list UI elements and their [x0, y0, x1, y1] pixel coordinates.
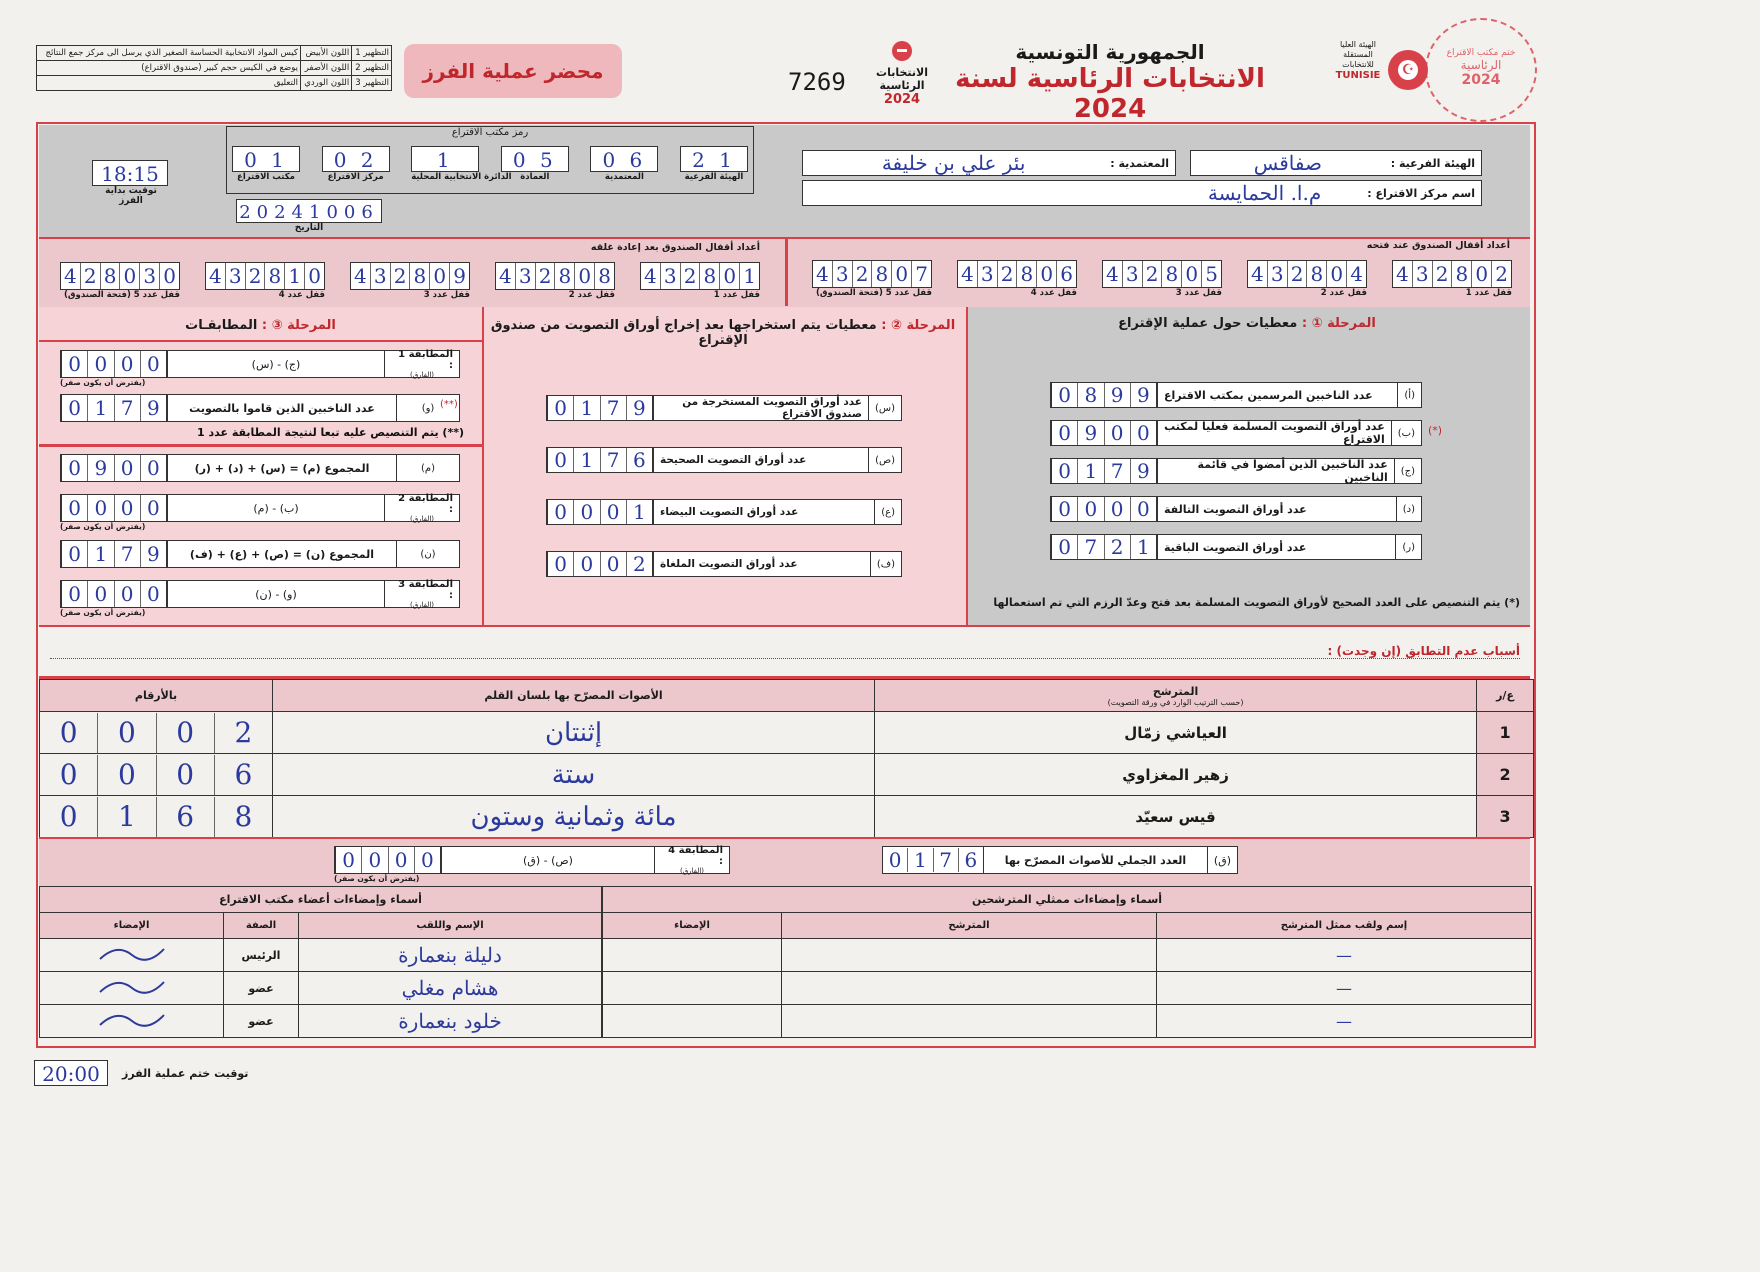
col-words: الأصوات المصرّح بها بلسان القلم: [273, 680, 875, 712]
stage2-row: (س) عدد أوراق التصويت المستخرجة من صندوق الاقتراع 0 1 7 9: [546, 395, 902, 421]
office-code-field: 0 5 العمادة: [501, 146, 569, 190]
legend-row: التظهير 2 اللون الأصفر يوضع في الكيس حجم كبير (صندوق الاقتراع): [37, 61, 392, 76]
lock-number: 4 3 2 8 0 6 قفل عدد 4: [957, 260, 1077, 302]
office-code-field: 0 1 مكتب الاقتراع: [232, 146, 300, 190]
sum-value[interactable]: 0 9 0 0: [61, 454, 167, 482]
member-role: عضو: [224, 1005, 299, 1038]
lock-field[interactable]: 4 3 2 8 1 0: [205, 262, 325, 290]
lock-number: 4 3 2 8 0 2 قفل عدد 1: [1392, 260, 1512, 302]
date-block: 20241006 التاريخ: [236, 199, 382, 233]
reconciliation-value[interactable]: 0 0 0 0: [61, 350, 167, 378]
candidate-row: 3 قيس سعيّد مائة وثمانية وستون 0 1 6 8: [40, 796, 1534, 838]
reconciliation-value[interactable]: 0 0 0 0: [61, 494, 167, 522]
sub-authority-field[interactable]: الهيئة الفرعية : صفاقس: [1190, 150, 1482, 176]
sum-value[interactable]: 0 1 7 9: [61, 394, 167, 422]
start-time-block: 18:15 توقيت بداية الفرز: [92, 160, 170, 206]
lock-number: 4 3 2 8 0 5 قفل عدد 3: [1102, 260, 1222, 302]
ballot-icon: [891, 40, 913, 62]
lock-number: 4 3 2 8 0 4 قفل عدد 2: [1247, 260, 1367, 302]
stage1-row: (د) عدد أوراق التصويت التالفة 0 0 0 0: [1050, 496, 1422, 522]
lock-number: 4 2 8 0 3 0 قفل عدد 5 (فتحة الصندوق): [60, 262, 180, 304]
page-header: [940, 40, 1280, 124]
votes-in-digits[interactable]: 0 1 6 8: [40, 797, 272, 837]
end-time-block: 20:00 توقيت ختم عملية الفرز: [34, 1060, 248, 1086]
reconciliation-row: المطابقة 1 : (الفارق) (ج) - (س) 0 0 0 0 (يفترض أن يكون صفر): [60, 350, 460, 387]
total-votes-row: (ق) العدد الجملي للأصوات المصرّح بها 0 1 7 6: [882, 846, 1238, 874]
member-signature[interactable]: [40, 939, 224, 972]
start-time-field[interactable]: 18:15: [92, 160, 168, 186]
stage1-value[interactable]: 0 0 0 0: [1051, 496, 1157, 522]
header-line2: الانتخابات الرئاسية لسنة 2024: [955, 64, 1265, 124]
reconciliation-row: المطابقة 2 : (الفارق) (ب) - (م) 0 0 0 0 (يفترض أن يكون صفر): [60, 494, 460, 531]
stage1-value[interactable]: 0 9 0 0: [1051, 420, 1157, 446]
stage2-value[interactable]: 0 0 0 2: [547, 551, 653, 577]
lock-field[interactable]: 4 3 2 8 0 1: [640, 262, 760, 290]
legend-table: [36, 45, 392, 91]
lock-field[interactable]: 4 3 2 8 0 7: [812, 260, 932, 288]
lock-field[interactable]: 4 3 2 8 0 6: [957, 260, 1077, 288]
form-title-banner: [404, 44, 622, 98]
member-signature[interactable]: [40, 1005, 224, 1038]
lock-number: 4 3 2 8 0 8 قفل عدد 2: [495, 262, 615, 304]
office-code-field: 0 2 مركز الاقتراع: [322, 146, 390, 190]
votes-in-digits[interactable]: 0 0 0 2: [40, 713, 272, 753]
representative-row: —: [603, 972, 1532, 1005]
mismatch-reasons-field[interactable]: أسباب عدم التطابق (إن وجدت) :: [50, 640, 1520, 659]
total-votes-field[interactable]: 0 1 7 6: [883, 848, 983, 872]
stage1-row: (ر) عدد أوراق التصويت الباقية 0 7 2 1: [1050, 534, 1422, 560]
office-code-field: 1 الدائرة الانتخابية المحلية: [411, 148, 512, 182]
lock-field[interactable]: 4 3 2 8 0 2: [1392, 260, 1512, 288]
header-line1: الجمهورية التونسية: [1015, 40, 1205, 64]
office-code-field: 0 6 المعتمدية: [590, 146, 658, 190]
reconciliation-value[interactable]: 0 0 0 0: [61, 580, 167, 608]
reconciliation-row: المطابقة 3 : (الفارق) (و) - (ن) 0 0 0 0 (يفترض أن يكون صفر): [60, 580, 460, 617]
lock-number: 4 3 2 8 0 9 قفل عدد 3: [350, 262, 470, 304]
stage1-note: (*) يتم التنصيص على العدد الصحيح لأوراق التصويت المسلمة بعد فتح وعدّ الرزم التي تم استعمالها: [993, 596, 1520, 609]
tunisia-flag-icon: ☪: [1388, 50, 1428, 90]
representative-row: —: [603, 1005, 1532, 1038]
candidate-name: العياشي زمّال: [875, 712, 1477, 754]
stage1-title: المرحلة ① : معطيات حول عملية الإقتراع: [1118, 316, 1376, 331]
lock-field[interactable]: 4 2 8 0 3 0: [60, 262, 180, 290]
stage2-value[interactable]: 0 1 7 6: [547, 447, 653, 473]
col-digits: بالأرقام: [40, 680, 273, 712]
totals-panel: [39, 837, 1530, 889]
reconciliation-row-4: المطابقة 4 : (الفارق) (ص) - (ق) 0 0 0 0: [334, 846, 730, 874]
votes-in-words[interactable]: إثنتان: [273, 712, 875, 754]
reconciliation-value[interactable]: 0 0 0 0: [335, 846, 441, 874]
votes-in-words[interactable]: ستة: [273, 754, 875, 796]
votes-in-words[interactable]: مائة وثمانية وستون: [273, 796, 875, 838]
lock-field[interactable]: 4 3 2 8 0 8: [495, 262, 615, 290]
stage2-value[interactable]: 0 0 0 1: [547, 499, 653, 525]
stage1-row: (ج) عدد الناخبين الذين أمضوا في قائمة الناخبين 0 1 7 9: [1050, 458, 1422, 484]
election-logo: الانتخابات الرئاسية 2024: [874, 40, 930, 107]
stage2-value[interactable]: 0 1 7 9: [547, 395, 653, 421]
stage1-value[interactable]: 0 8 9 9: [1051, 382, 1157, 408]
sum-row: (ن) المجموع (ن) = (ص) + (ع) + (ف) 0 1 7 9: [60, 540, 460, 568]
serial-number: 7269: [788, 68, 846, 96]
stage1-row: (أ) عدد الناخبين المرسمين بمكتب الاقتراع 0 8 9 9: [1050, 382, 1422, 408]
member-row: [40, 939, 602, 972]
representatives-table: أسماء وإمضاءات ممثلي المترشحين إسم ولقب ممثل المترشح المترشح الإمضاء — — —: [602, 886, 1532, 1038]
office-code-field: 2 1 الهيئة الفرعية: [680, 146, 748, 190]
member-row: [40, 1005, 602, 1038]
stage1-row: (ب) عدد أوراق التصويت المسلمة فعليا لمكتب الاقتراع 0 9 0 0: [1050, 420, 1422, 446]
member-name[interactable]: دليلة بنعمارة: [299, 939, 602, 972]
lock-field[interactable]: 4 3 2 8 0 9: [350, 262, 470, 290]
stage3-note: (**) يتم التنصيص عليه تبعا لنتيجة المطابقة عدد 1: [197, 426, 464, 439]
candidate-name: قيس سعيّد: [875, 796, 1477, 838]
form-title: محضر عملية الفرز: [422, 59, 604, 83]
lock-number: 4 3 2 8 0 7 قفل عدد 5 (فتحة الصندوق): [812, 260, 932, 302]
sum-value[interactable]: 0 1 7 9: [61, 540, 167, 568]
votes-in-digits[interactable]: 0 0 0 6: [40, 755, 272, 795]
polling-center-field[interactable]: اسم مركز الاقتراع : م.ا. الحمايسة: [802, 180, 1482, 206]
office-code-box: رمز مكتب الاقتراع: [226, 126, 754, 194]
results-table: [39, 679, 1534, 838]
member-name[interactable]: هشام مغلي: [299, 972, 602, 1005]
legend-row: التظهير 3 اللون الوردي التعليق: [37, 76, 392, 91]
polling-office-stamp: ختم مكتب الاقتراع الرئاسية 2024: [1425, 18, 1537, 122]
delegation-field[interactable]: المعتمدية : بئر علي بن خليفة: [802, 150, 1176, 176]
candidate-row: 2 زهير المغزاوي ستة 0 0 0 6: [40, 754, 1534, 796]
lock-number: 4 3 2 8 1 0 قفل عدد 4: [205, 262, 325, 304]
representative-row: —: [603, 939, 1532, 972]
legend-row: التظهير 1 اللون الأبيض كيس المواد الانتخابية الحساسة الصغير الذي يرسل الى مركز جمع النتائج: [37, 46, 392, 61]
col-candidate: المترشح (حسب الترتيب الوارد في ورقة التصويت): [875, 680, 1477, 712]
lock-number: 4 3 2 8 0 1 قفل عدد 1: [640, 262, 760, 304]
stage1-value[interactable]: 0 1 7 9: [1051, 458, 1157, 484]
lock-field[interactable]: 4 3 2 8 0 4: [1247, 260, 1367, 288]
member-name[interactable]: خلود بنعمارة: [299, 1005, 602, 1038]
isie-logo: الهيئة العليا المستقلة للانتخابات TUNISIE: [1335, 40, 1381, 81]
stage3-title: المرحلة ③ : المطابقـات: [185, 318, 336, 333]
member-signature[interactable]: [40, 972, 224, 1005]
member-role: عضو: [224, 972, 299, 1005]
sum-row: (م) المجموع (م) = (س) + (د) + (ر) 0 9 0 0: [60, 454, 460, 482]
lock-field[interactable]: 4 3 2 8 0 5: [1102, 260, 1222, 288]
stage2-row: (ف) عدد أوراق التصويت الملغاة 0 0 0 2: [546, 551, 902, 577]
stage1-value[interactable]: 0 7 2 1: [1051, 534, 1157, 560]
candidate-name: زهير المغزاوي: [875, 754, 1477, 796]
sum-row: (و) عدد الناخبين الذين قاموا بالتصويت 0 1 7 9: [60, 394, 460, 422]
member-role: الرئيس: [224, 939, 299, 972]
members-table: أسماء وإمضاءات أعضاء مكتب الاقتراع الإسم واللقب الصفة الإمضاء دليلة بنعمارة الرئيس هشام مغلي عضو خلود بنعمارة عضو: [39, 886, 602, 1038]
candidate-row: 1 العياشي زمّال إثنتان 0 0 0 2: [40, 712, 1534, 754]
stage2-row: (ع) عدد أوراق التصويت البيضاء 0 0 0 1: [546, 499, 902, 525]
stage2-title: المرحلة ② : معطيات يتم استخراجها بعد إخراج أوراق التصويت من صندوق الإقتراع: [490, 318, 956, 348]
col-number: ع/ر: [1477, 680, 1534, 712]
end-time-field[interactable]: 20:00: [34, 1060, 108, 1086]
date-field[interactable]: 20241006: [236, 199, 382, 223]
member-row: [40, 972, 602, 1005]
stage2-row: (ص) عدد أوراق التصويت الصحيحة 0 1 7 6: [546, 447, 902, 473]
